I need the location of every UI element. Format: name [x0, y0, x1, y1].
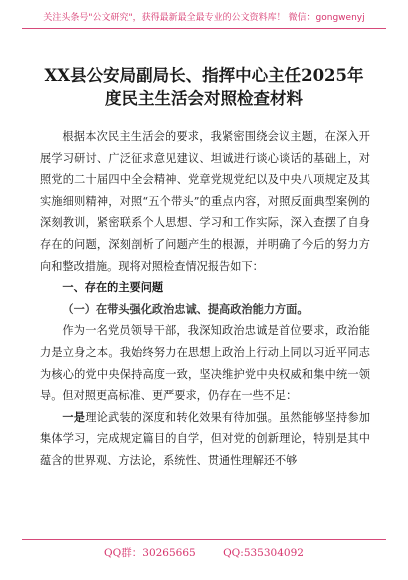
document-body — [40, 126, 370, 472]
footer-note — [0, 545, 408, 560]
paragraph-text: 理论武装的深度和转化效果有待加强。虽然能够坚持参加集体学习，完成规定篇目的自学，但对党的创新理论，特别是其中蕴含的世界观、方法论，系统性、贯通性理解还不够 — [40, 410, 370, 467]
paragraph-lead-phrase: 一是 — [62, 409, 86, 424]
header-divider — [22, 28, 386, 29]
footer-divider — [22, 539, 386, 540]
section-heading: 一、存在的主要问题 — [62, 280, 164, 295]
header-note: 关注头条号"公文研究"，获得最新最全最专业的公文资料库！ 微信：gongwenyj — [43, 13, 365, 23]
document-title: XX县公安局副局长、指挥中心主任2025年度民主生活会对照检查材料 — [44, 66, 364, 108]
footer-qq: QQ:535304092 — [223, 547, 304, 559]
body-paragraph: 作为一名党员领导干部，我深知政治忠诚是首位要求，政治能力是立身之本。我始终努力在思想上政治上行动上同以习近平同志为核心的党中央保持高度一致，坚决维护党中央权威和集中统一领导。但对照更高标准、更严要求，仍存在一些不足： — [40, 324, 370, 403]
subsection-heading: （一）在带头强化政治忠诚、提高政治能力方面。 — [62, 301, 309, 316]
intro-paragraph: 根据本次民主生活会的要求，我紧密围绕会议主题，在深入开展学习研讨、广泛征求意见建议、坦诚进行谈心谈话的基础上，对照党的二十届四中全会精神、党章党规党纪以及中央八项规定及其实施细则精神，对照“五个带头”的重点内容，对照反面典型案例的深刻教训，紧密联系个人思想、学习和工作实际，深入查摆了自身存在的问题，深刻剖析了问题产生的根源，并明确了今后的努力方向和整改措施。现将对照检查情况报告如下： — [40, 130, 370, 273]
body-paragraph-lead — [40, 407, 370, 472]
footer-qq-group: QQ群：30265665 — [104, 547, 196, 559]
